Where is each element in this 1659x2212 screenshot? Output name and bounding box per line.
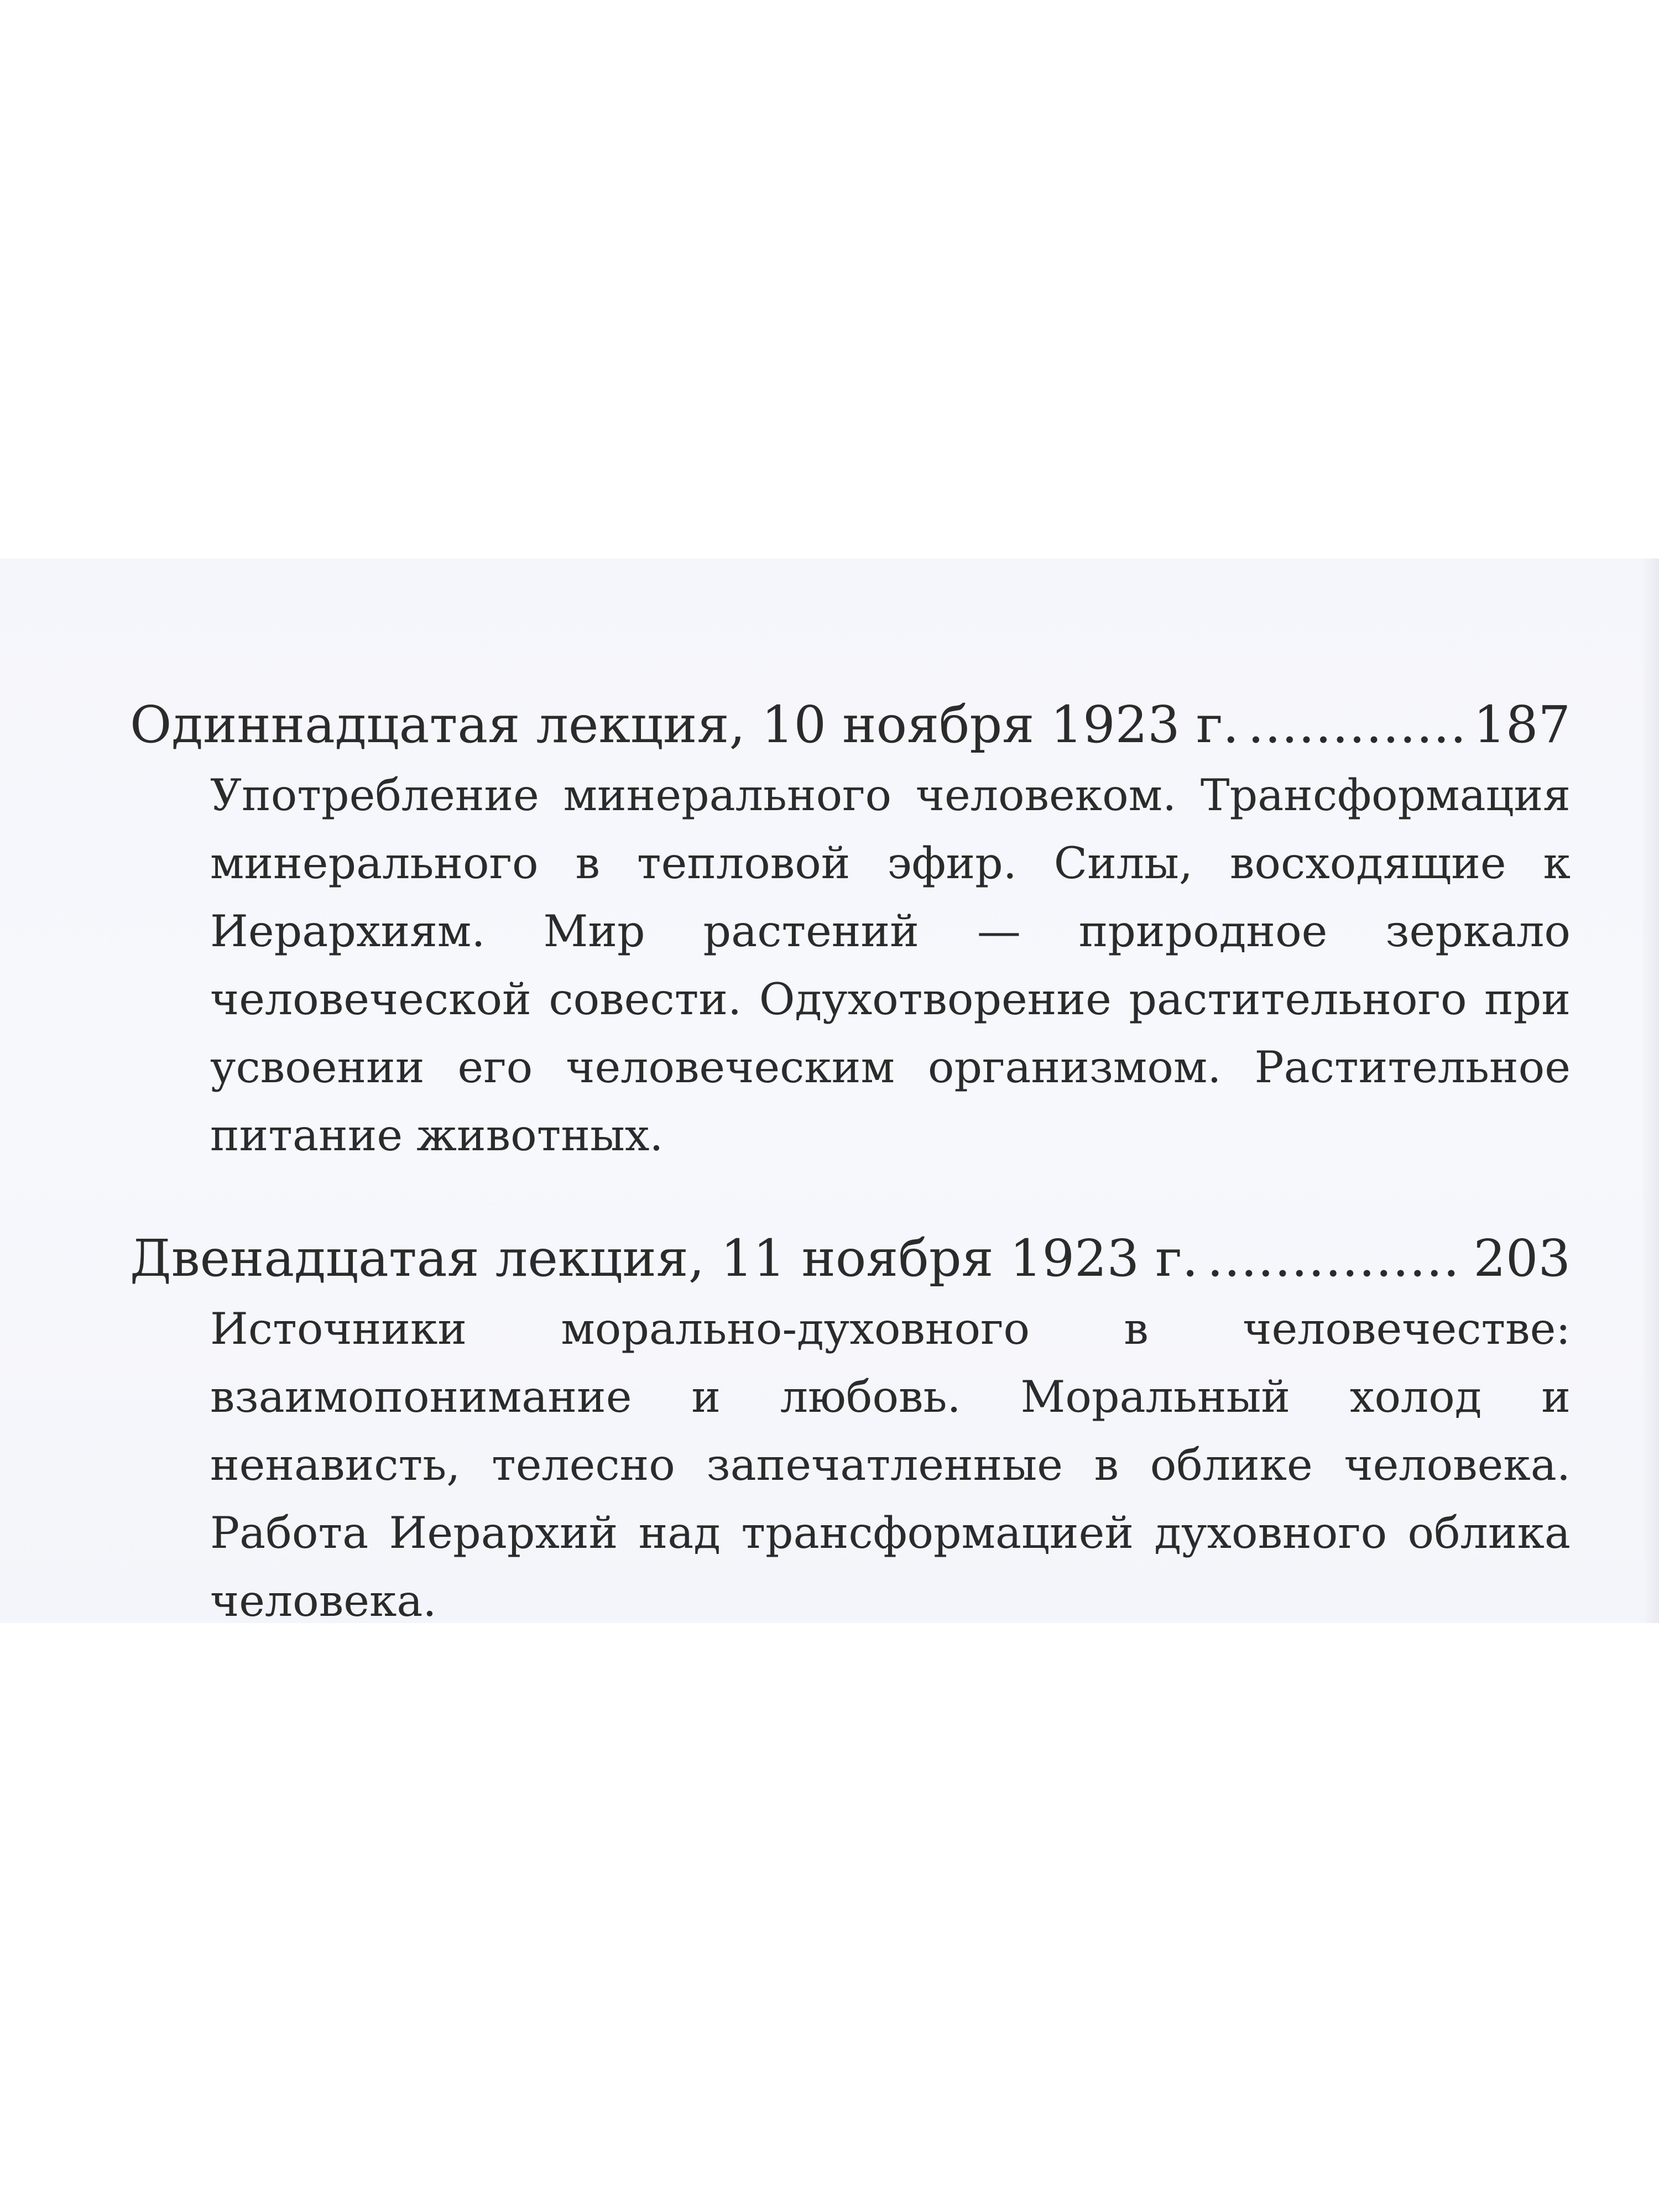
page-edge <box>1642 559 1659 1623</box>
toc-entry-page-number: 187 <box>1473 695 1571 754</box>
dot-leader <box>1207 1222 1465 1295</box>
table-of-contents <box>130 688 1571 1688</box>
toc-entry-lecture-12 <box>130 1222 1571 1635</box>
toc-entry-description: Источники морально-духовного в человечестве: взаимопонимание и любовь. Моральный холод и ненависть, телесно запечатленные в облике человека. Работа Иерархий над трансформацией духовного облика человека. <box>210 1303 1571 1626</box>
toc-entry-description: Употребление минерального человеком. Трансформация минерального в тепловой эфир. Силы, восходящие к Иерархиям. Мир растений — природное зеркало человеческой совести. Одухотворение растительного при усвоении его человеческим организмом. Растительное питание животных. <box>210 770 1571 1161</box>
toc-entry-heading <box>130 688 1571 761</box>
toc-entry-heading <box>130 1222 1571 1295</box>
dot-leader <box>1248 688 1464 761</box>
toc-entry-lecture-11 <box>130 688 1571 1170</box>
toc-entry-page-number: 203 <box>1473 1229 1571 1288</box>
toc-entry-title: Двенадцатая лекция, 11 ноября 1923 г. <box>130 1229 1198 1288</box>
toc-entry-title: Одиннадцатая лекция, 10 ноября 1923 г. <box>130 695 1239 754</box>
